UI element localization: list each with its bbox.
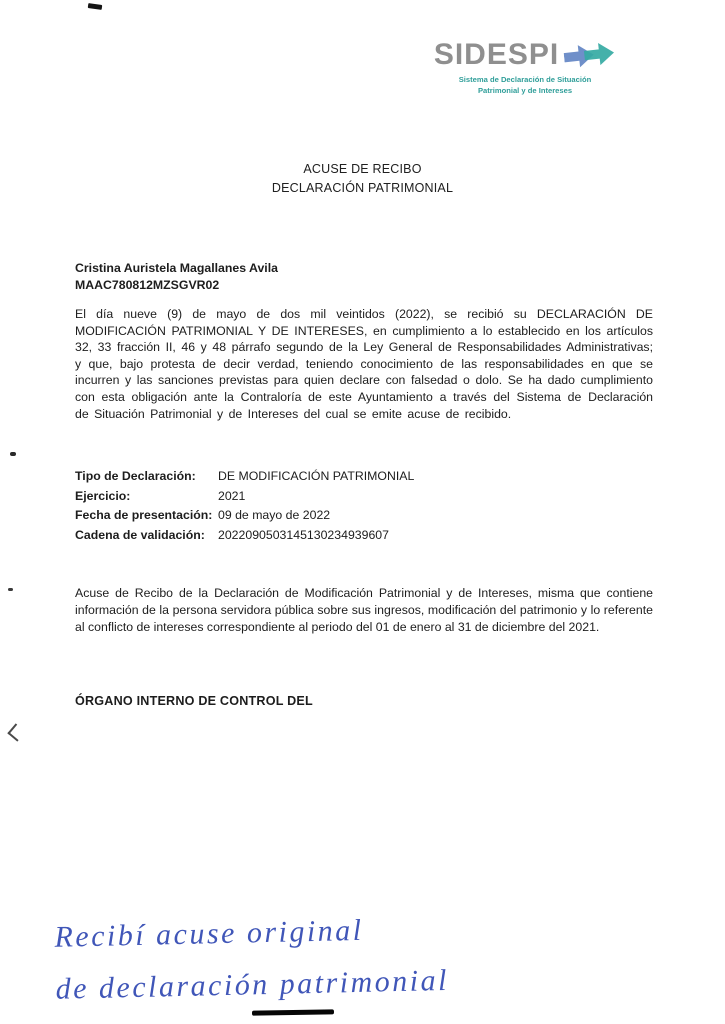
field-label: Tipo de Declaración:: [75, 469, 196, 483]
sidespi-logo: [425, 38, 625, 96]
field-label: Cadena de validación:: [75, 527, 205, 542]
body-paragraph: El día nueve (9) de mayo de dos mil veintidos (2022), se recibió su DECLARACIÓN DE MODIFICACIÓN PATRIMONIAL Y DE INTERESES, en cumplimiento a lo establecido en los artículos 32, 33 fracción II, 46 y 48 párrafo segundo de la Ley General de Responsabilidades Administrativas; y que, bajo protesta de decir verdad, teniendo conocimiento de las responsabilidades en que se incurren y las sanciones previstas para quien declare con falsedad o dolo. Se ha dado cumplimiento con esta obligación ante la Contraloría de este Ayuntamiento a través del Sistema de Declaración de Situación Patrimonial y de Intereses del cual se emite acuse de recibido.: [75, 307, 653, 421]
field-row-cadena: [75, 526, 414, 546]
declaration-fields: [75, 467, 414, 545]
recipient-block: [75, 260, 278, 294]
handwritten-line1: Recibí acuse original: [54, 913, 364, 954]
handwritten-note: [54, 898, 656, 1015]
scan-artifact: [88, 3, 103, 10]
scan-artifact: [10, 452, 16, 456]
field-value: 2021: [218, 488, 246, 503]
field-row-ejercicio: [75, 487, 414, 507]
field-label: Ejercicio:: [75, 488, 131, 503]
recipient-id: MAAC780812MZSGVR02: [75, 278, 220, 293]
document-title: [0, 160, 725, 199]
title-line1: ACUSE DE RECIBO: [303, 162, 422, 176]
field-value: 09 de mayo de 2022: [218, 508, 331, 523]
closing-paragraph: Acuse de Recibo de la Declaración de Modificación Patrimonial y de Intereses, misma que contiene información de la persona servidora pública sobre sus ingresos, modificación del patrimonio y lo referente al conflicto de intereses correspondiente al periodo del 01 de enero al 31 de diciembre del 2021.: [75, 586, 653, 634]
field-label: Fecha de presentación:: [75, 508, 213, 523]
logo-tagline-line1: Sistema de Declaración de Situación: [458, 75, 592, 84]
recipient-name: Cristina Auristela Magallanes Avila: [75, 261, 278, 275]
field-value: 2022090503145130234939607: [218, 527, 389, 542]
logo-row: [425, 38, 625, 72]
logo-brand-text: SIDESPI: [433, 38, 560, 71]
scan-artifact: [8, 588, 13, 591]
scan-artifact: [7, 723, 25, 741]
logo-tagline: [425, 74, 625, 96]
logo-tagline-line2: Patrimonial y de Intereses: [477, 86, 573, 95]
org-heading: ÓRGANO INTERNO DE CONTROL DEL: [75, 694, 313, 708]
field-value: DE MODIFICACIÓN PATRIMONIAL: [218, 469, 415, 483]
logo-arrows-icon: [563, 37, 618, 72]
handwritten-line2: de declaración patrimonial: [55, 963, 450, 1006]
field-row-fecha: [75, 506, 414, 526]
field-row-tipo: [75, 467, 414, 487]
title-line2: DECLARACIÓN PATRIMONIAL: [271, 181, 454, 196]
